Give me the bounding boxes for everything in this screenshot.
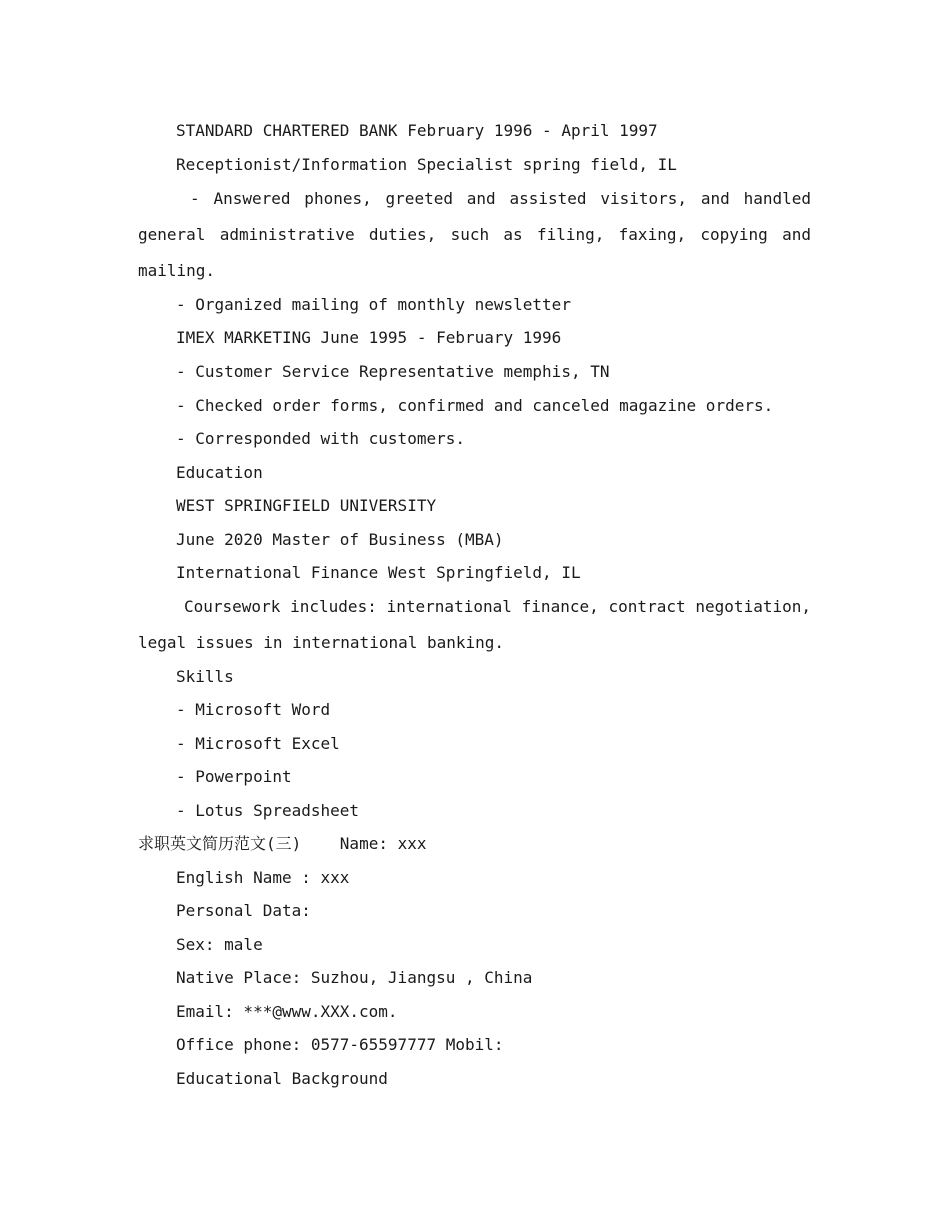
duty-corresponded: - Corresponded with customers.: [176, 429, 465, 448]
job-entry-bank-heading: STANDARD CHARTERED BANK February 1996 - April 1997: [176, 121, 658, 140]
coursework-line-cont: legal issues in international banking.: [138, 633, 505, 652]
duty-newsletter: - Organized mailing of monthly newsletter: [176, 295, 571, 314]
personal-data-heading: Personal Data:: [176, 901, 311, 920]
sex-line: Sex: male: [176, 935, 263, 954]
duty-answered-phones-cont: general administrative duties, such as filing, faxing, copying and: [138, 225, 811, 244]
skill-item: - Microsoft Excel: [176, 734, 340, 753]
phone-line: Office phone: 0577-65597777 Mobil:: [176, 1035, 504, 1054]
university-name: WEST SPRINGFIELD UNIVERSITY: [176, 496, 437, 515]
resume-sample-title: 求职英文简历范文(三) Name: xxx: [138, 834, 427, 853]
duty-order-forms: - Checked order forms, confirmed and canceled magazine orders.: [176, 396, 774, 415]
job-entry-imex-heading: IMEX MARKETING June 1995 - February 1996: [176, 328, 562, 347]
section-skills-heading: Skills: [176, 667, 234, 686]
skill-item: - Lotus Spreadsheet: [176, 801, 360, 820]
educational-background-heading: Educational Background: [176, 1069, 388, 1088]
job-title-receptionist: Receptionist/Information Specialist spring field, IL: [176, 155, 677, 174]
job-title-customer-service: - Customer Service Representative memphis, TN: [176, 362, 610, 381]
email-line: Email: ***@www.XXX.com.: [176, 1002, 398, 1021]
english-name-line: English Name : xxx: [176, 868, 350, 887]
coursework-line: Coursework includes: international finance, contract negotiation,: [184, 597, 811, 616]
skill-item: - Powerpoint: [176, 767, 292, 786]
skill-item: - Microsoft Word: [176, 700, 331, 719]
duty-answered-phones-end: mailing.: [138, 261, 216, 280]
section-education-heading: Education: [176, 463, 263, 482]
native-place-line: Native Place: Suzhou, Jiangsu , China: [176, 968, 533, 987]
duty-answered-phones: - Answered phones, greeted and assisted visitors, and handled: [190, 189, 811, 208]
major-location: International Finance West Springfield, IL: [176, 563, 581, 582]
degree-line: June 2020 Master of Business (MBA): [176, 530, 504, 549]
